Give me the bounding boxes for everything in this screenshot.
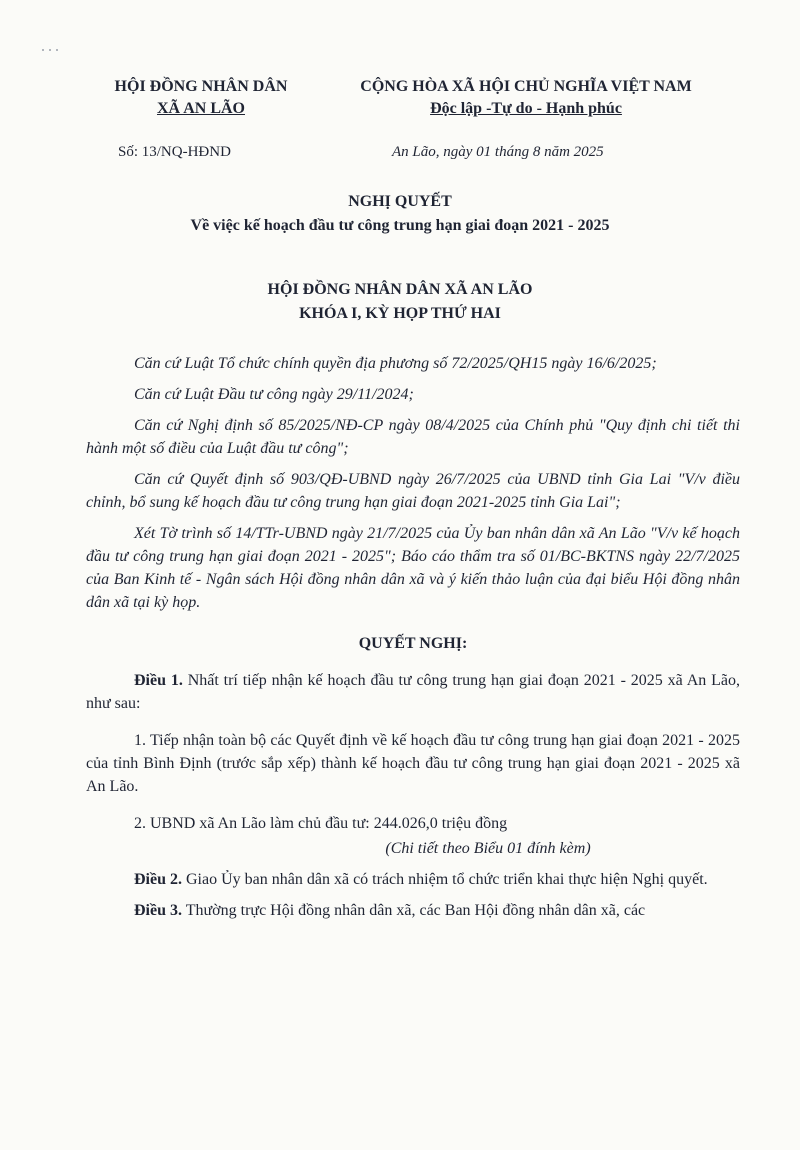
article-1-note: (Chi tiết theo Biểu 01 đính kèm) <box>385 840 591 857</box>
country-name: CỘNG HÒA XÃ HỘI CHỦ NGHĨA VIỆT NAM <box>360 78 692 95</box>
preamble-item: Căn cứ Luật Tổ chức chính quyền địa phương số 72/2025/QH15 ngày 16/6/2025; <box>134 355 657 372</box>
authority-line1: HỘI ĐỒNG NHÂN DÂN <box>114 78 288 95</box>
national-motto <box>316 76 736 120</box>
title-type: NGHỊ QUYẾT <box>348 193 452 210</box>
article-1-text: Nhất trí tiếp nhận kế hoạch đầu tư công trung hạn giai đoạn 2021 - 2025 xã An Lão, như sau: <box>86 672 741 712</box>
document-body <box>86 352 740 922</box>
authority-line2: XÃ AN LÃO <box>156 100 245 117</box>
article-1-label: Điều 1. <box>134 672 183 689</box>
article-2 <box>86 868 740 891</box>
preamble-item: Căn cứ Luật Đầu tư công ngày 29/11/2024; <box>134 386 414 403</box>
article-1 <box>86 669 740 715</box>
article-1-item-2: 2. UBND xã An Lão làm chủ đầu tư: 244.026,0 triệu đồng <box>134 815 508 832</box>
article-3-label: Điều 3. <box>134 902 182 919</box>
document-number: Số: 13/NQ-HĐND <box>118 144 231 160</box>
article-1-item-1: 1. Tiếp nhận toàn bộ các Quyết định về kế hoạch đầu tư công trung hạn giai đoạn 2021 - 2025 của tỉnh Bình Định (trước sắp xếp) thành kế hoạch đầu tư công trung hạn giai đoạn 2021 - 2025 xã An Lão. <box>86 732 740 795</box>
article-3 <box>86 899 740 922</box>
document-title <box>0 190 800 238</box>
preamble-item: Xét Tờ trình số 14/TTr-UBND ngày 21/7/2025 của Ủy ban nhân dân xã An Lão "V/v kế hoạch đầu tư công trung hạn giai đoạn 2021 - 2025"; Báo cáo thẩm tra số 01/BC-BKTNS ngày 22/7/2025 của Ban Kinh tế - Ngân sách Hội đồng nhân dân xã và ý kiến thảo luận của đại biểu Hội đồng nhân dân xã tại kỳ họp. <box>86 525 740 611</box>
council-name: HỘI ĐỒNG NHÂN DÂN XÃ AN LÃO <box>267 281 533 298</box>
preamble-item: Căn cứ Nghị định số 85/2025/NĐ-CP ngày 08/4/2025 của Chính phủ "Quy định chi tiết thi hành một số điều của Luật đầu tư công"; <box>86 417 740 457</box>
article-2-text: Giao Ủy ban nhân dân xã có trách nhiệm tổ chức triển khai thực hiện Nghị quyết. <box>182 871 708 888</box>
motto: Độc lập -Tự do - Hạnh phúc <box>430 100 622 117</box>
title-subject: Về việc kế hoạch đầu tư công trung hạn giai đoạn 2021 - 2025 <box>190 217 610 234</box>
document-date: An Lão, ngày 01 tháng 8 năm 2025 <box>392 144 604 160</box>
issuing-authority <box>96 76 306 120</box>
preamble-item: Căn cứ Quyết định số 903/QĐ-UBND ngày 26/7/2025 của UBND tỉnh Gia Lai "V/v điều chỉnh, bổ sung kế hoạch đầu tư công trung hạn giai đoạn 2021-2025 tỉnh Gia Lai"; <box>86 471 740 511</box>
council-session: KHÓA I, KỲ HỌP THỨ HAI <box>299 305 501 322</box>
article-3-text: Thường trực Hội đồng nhân dân xã, các Ban Hội đồng nhân dân xã, các <box>182 902 646 919</box>
council-heading <box>0 278 800 326</box>
resolve-heading: QUYẾT NGHỊ: <box>358 635 468 652</box>
article-2-label: Điều 2. <box>134 871 182 888</box>
scan-speck-marks <box>42 38 64 41</box>
